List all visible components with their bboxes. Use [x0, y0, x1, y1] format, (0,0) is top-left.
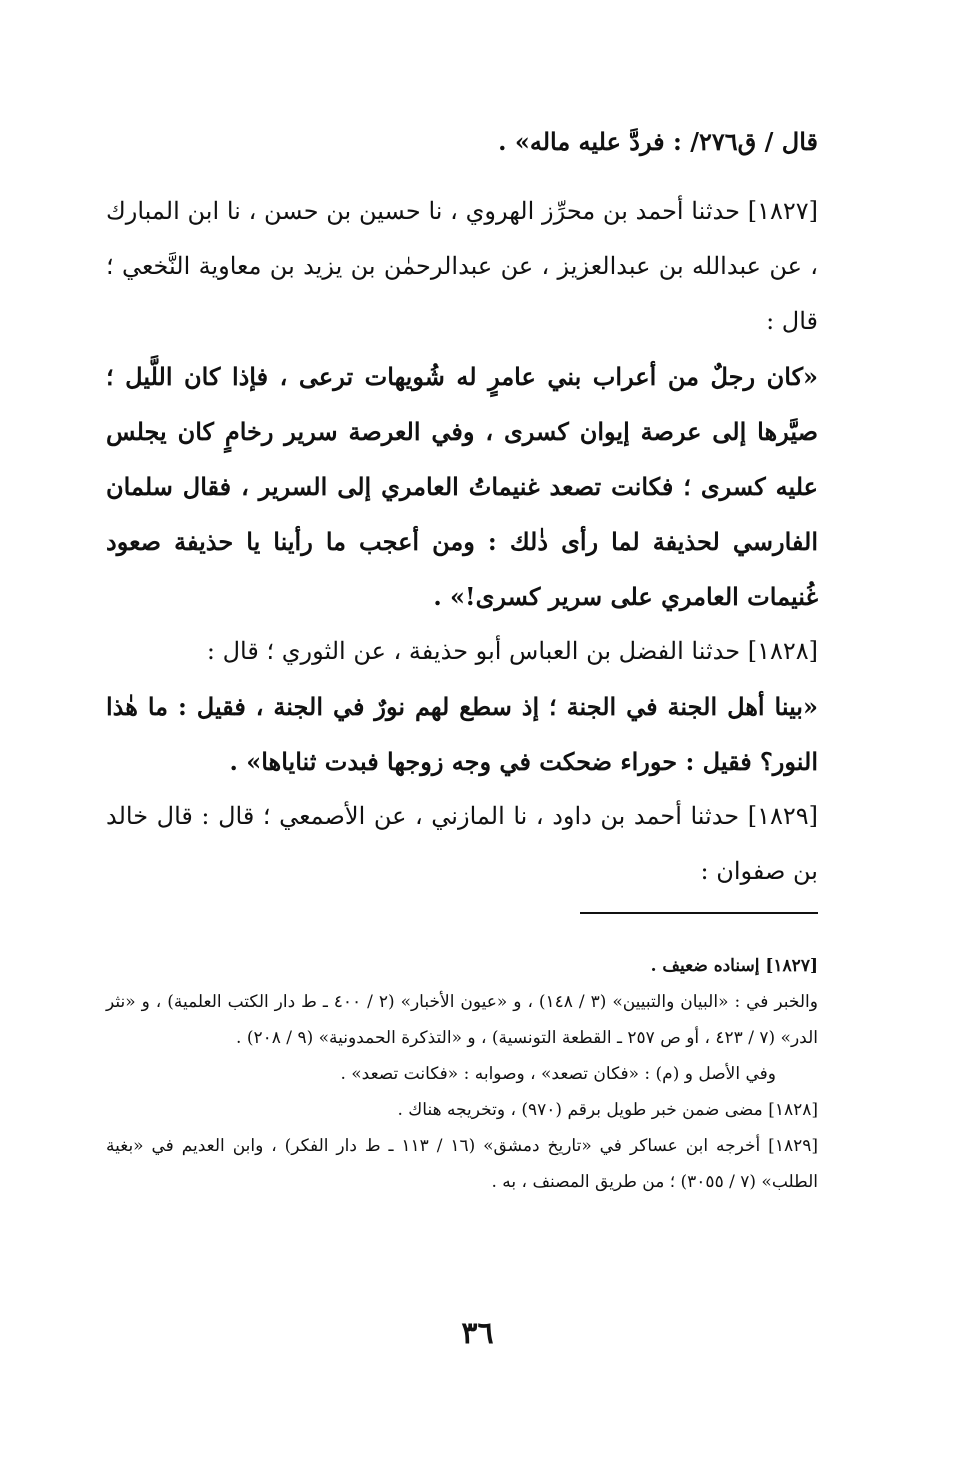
- footnote-1828: [١٨٢٨] مضى ضمن خبر طويل برقم (٩٧٠) ، وتخريجه هناك .: [397, 1100, 818, 1120]
- page-number: ٣٦: [461, 1316, 494, 1351]
- continuation-line: قال / ق٢٧٦/ : فردَّ عليه ماله» .: [498, 127, 818, 156]
- main-text: [106, 184, 818, 899]
- footnote-1827-grade: [١٨٢٧] إسناده ضعيف .: [650, 956, 818, 976]
- entry-1827-matn: «كان رجلٌ من أعراب بني عامرٍ له شُويهات ترعى ، فإذا كان اللَّيل ؛ صيَّرها إلى عرصة إيوان كسرى ، وفي العرصة سرير رخامٍ كان يجلس عليه كسرى ؛ فكانت تصعد غنيماتُ العامري إلى السرير ، فقال سلمان الفارسي لحذيفة لما رأى ذٰلك : ومن أعجب ما رأينا يا حذيفة صعود غُنيمات العامري على سرير كسرى!» .: [106, 362, 818, 611]
- entry-1828-matn: «بينا أهل الجنة في الجنة ؛ إذ سطع لهم نورٌ في الجنة ، فقيل : ما هٰذا النور؟ فقيل : حوراء ضحكت في وجه زوجها فبدت ثناياها» .: [106, 692, 818, 776]
- entry-1828-isnad: [١٨٢٨] حدثنا الفضل بن العباس أبو حذيفة ، عن الثوري ؛ قال :: [206, 637, 818, 665]
- footnote-1827-variant: وفي الأصل و (م) : «فكان تصعد» ، وصوابه : «فكانت تصعد» .: [340, 1064, 776, 1084]
- footnote-1827-sources: والخبر في : «البيان والتبيين» (٣ / ١٤٨) ، و «عيون الأخبار» (٢ / ٤٠٠ ـ ط دار الكتب العلمية) ، و «نثر الدر» (٧ / ٤٢٣ ، أو ص ٢٥٧ ـ القطعة التونسية) ، و «التذكرة الحمدونية» (٩ / ٢٠٨) .: [106, 992, 818, 1048]
- entry-1829-isnad: [١٨٢٩] حدثنا أحمد بن داود ، نا المازني ، عن الأصمعي ؛ قال : قال خالد بن صفوان :: [106, 802, 818, 885]
- entry-1827-isnad: [١٨٢٧] حدثنا أحمد بن محرِّز الهروي ، نا حسين بن حسن ، نا ابن المبارك ، عن عبدالله بن عبدالعزيز ، عن عبدالرحمٰن بن يزيد بن معاوية النَّخعي ؛ قال :: [106, 197, 818, 335]
- footnote-1829: [١٨٢٩] أخرجه ابن عساكر في «تاريخ دمشق» (١٦ / ١١٣ ـ ط دار الفكر) ، وابن العديم في «بغية الطلب» (٧ / ٣٠٥٥) ؛ من طريق المصنف ، به .: [106, 1136, 818, 1192]
- footnotes: [106, 948, 818, 1200]
- footnote-separator: [580, 912, 818, 914]
